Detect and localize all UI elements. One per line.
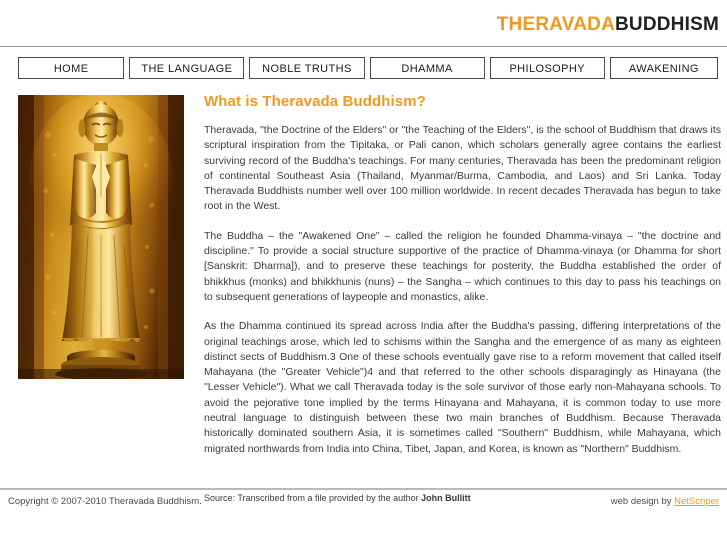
article-paragraph-3: As the Dhamma continued its spread across India after the Buddha's passing, differing interpretations of the original teachings arose, which led to schisms within the Sangha and the emergence of as many as eighteen distinct sects of Buddhism.3 One of these schools eventually gave rise to a reform movement that called itself Mahayana (the "Greater Vehicle")4 and that referred to the other schools disparagingly as Hinayana (the "Lesser Vehicle"). What we call Theravada today is the sole survivor of those early non-Mahayana schools. To avoid the pejorative tone implied by the terms Hinayana and Mahayana, it is common today to use more neutral language to distinguish between these two main branches of Buddhism. Because Theravada historically dominated southern Asia, it is sometimes called "Southern" Buddhism, while Mahayana, which migrated northwards from India into China, Tibet, Japan, and Korea, is known as "Northern" Buddhism.	[204, 320, 721, 455]
article-paragraph-2: The Buddha – the "Awakened One" – called the religion he founded Dhamma-vinaya – "the doctrine and discipline." To provide a social structure supportive of the practice of Dhamma-vinaya (or Dhamma for short [Sanskrit: Dharma]), and to preserve these teachings for posterity, the Buddha established the order of bhikkhus (monks) and bhikkhunis (nuns) – the Sangha – which continues to this day to pass his teachings on to subsequent generations of laypeople and monastics, alike.	[204, 229, 721, 303]
article	[204, 93, 721, 512]
buddha-statue-image	[18, 95, 184, 379]
article-source-author: John Bullitt	[421, 492, 471, 503]
footer-divider	[0, 488, 727, 490]
article-source-prefix: Source: Transcribed from a file provided by the author	[204, 492, 422, 503]
web-design-credit	[611, 496, 719, 507]
site-title	[497, 14, 719, 36]
nav-item-noble-truths[interactable]: NOBLE TRUTHS	[249, 57, 364, 79]
site-title-secondary: BUDDHISM	[615, 14, 719, 35]
copyright-text: Copyright © 2007-2010 Theravada Buddhism.	[8, 496, 202, 507]
main-navigation	[18, 57, 718, 79]
nav-item-the-language[interactable]: THE LANGUAGE	[129, 57, 244, 79]
article-paragraph-1: Theravada, "the Doctrine of the Elders" or "the Teaching of the Elders", is the school of Buddhism that draws its scriptural inspiration from the Tipitaka, or Pali canon, which scholars generally agree contains the earliest surviving record of the Buddha's teachings. For many centuries, Theravada has been the predominant religion of continental Southeast Asia (Thailand, Myanmar/Burma, Cambodia, and Laos) and Sri Lanka. Today Theravada Buddhists number well over 100 million worldwide. In recent decades Theravada has begun to take root in the West.	[204, 124, 721, 213]
nav-item-dhamma[interactable]: DHAMMA	[370, 57, 485, 79]
page-title: What is Theravada Buddhism?	[204, 93, 426, 110]
netscriper-link[interactable]: NetScriper	[674, 496, 719, 507]
nav-item-philosophy[interactable]: PHILOSOPHY	[490, 57, 605, 79]
nav-item-home[interactable]: HOME	[18, 57, 124, 79]
site-title-primary: THERAVADA	[496, 14, 615, 35]
web-design-credit-prefix: web design by	[610, 496, 675, 507]
site-header	[0, 0, 727, 47]
site-footer	[0, 496, 727, 516]
header-divider	[0, 46, 727, 47]
nav-item-awakening[interactable]: AWAKENING	[610, 57, 718, 79]
